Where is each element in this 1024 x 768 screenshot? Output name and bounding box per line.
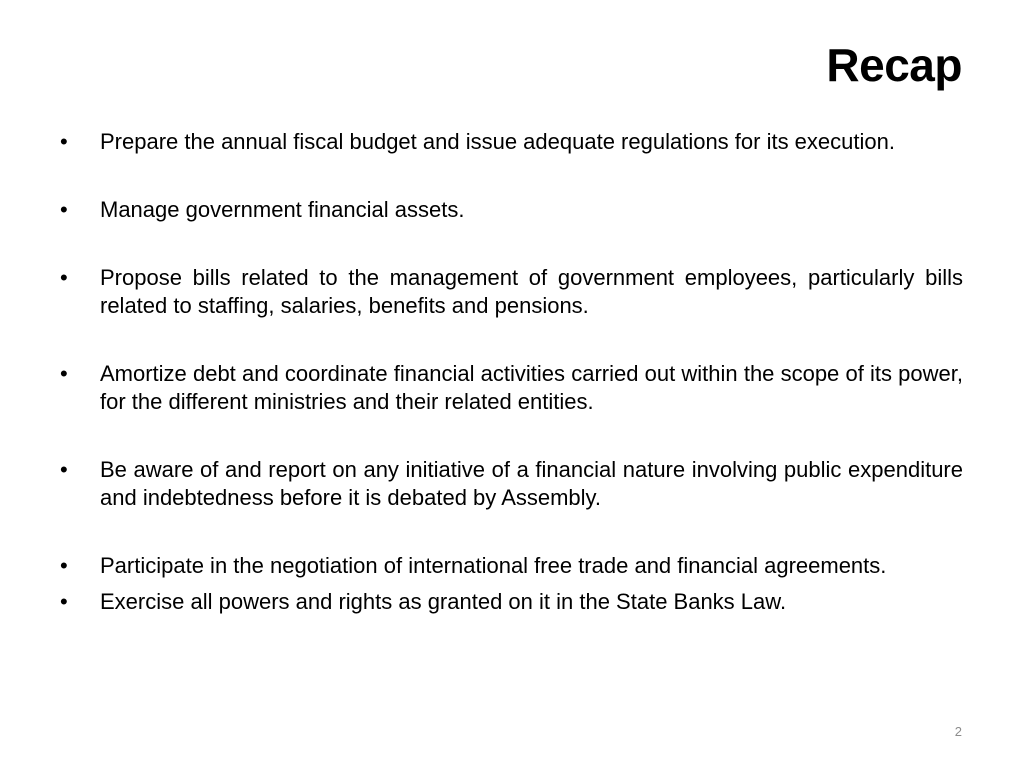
slide-title: Recap [826,39,962,91]
bullet-icon: • [60,589,68,614]
bullet-icon: • [60,553,68,578]
bullet-item [60,196,963,224]
bullet-item [60,588,963,616]
bullet-item [60,552,963,580]
bullet-icon: • [60,129,68,154]
bullet-list [60,128,963,616]
bullet-text: Amortize debt and coordinate financial activities carried out within the scope of its power, for the different ministries and their related entities. [100,361,963,414]
bullet-icon: • [60,265,68,290]
bullet-item [60,456,963,512]
bullet-text: Manage government financial assets. [100,197,465,222]
bullet-item [60,360,963,416]
bullet-icon: • [60,361,68,386]
bullet-item [60,128,963,156]
bullet-text: Be aware of and report on any initiative of a financial nature involving public expenditure and indebtedness before it is debated by Assembly. [100,457,963,510]
bullet-text: Prepare the annual fiscal budget and issue adequate regulations for its execution. [100,129,895,154]
bullet-text: Propose bills related to the management of government employees, particularly bills related to staffing, salaries, benefits and pensions. [100,265,963,318]
bullet-icon: • [60,457,68,482]
bullet-text: Participate in the negotiation of international free trade and financial agreements. [100,553,887,578]
bullet-icon: • [60,197,68,222]
bullet-item [60,264,963,320]
bullet-text: Exercise all powers and rights as granted on it in the State Banks Law. [100,589,787,614]
page-number: 2 [954,724,962,739]
